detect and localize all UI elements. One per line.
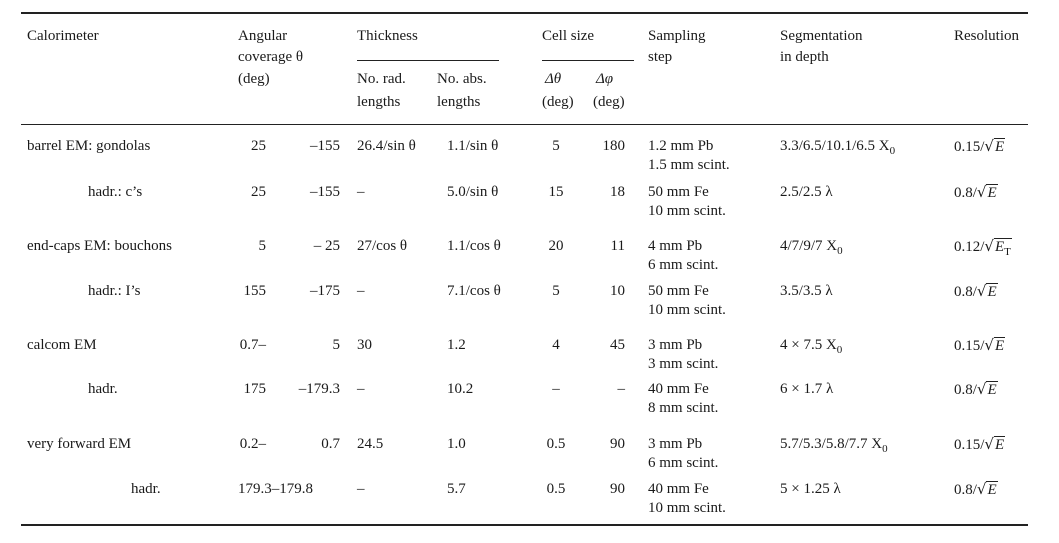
radical-sign: √ (976, 380, 987, 398)
header-dphi-unit: (deg) (593, 94, 625, 110)
radical-sign: √ (976, 480, 987, 498)
row-sampling-scintillator: 6 mm scint. (648, 455, 719, 471)
row-segmentation (780, 183, 833, 201)
row-angular-to: 5 (332, 337, 340, 353)
header-rule (21, 124, 1028, 125)
resolution-coefficient: 0.8/ (954, 284, 977, 300)
row-sampling-absorber: 50 mm Fe (648, 283, 709, 299)
segmentation-value: 4/7/9/7 X (780, 238, 838, 254)
radical-sign: √ (976, 183, 987, 201)
row-resolution (954, 282, 998, 301)
resolution-coefficient: 0.8/ (954, 382, 977, 398)
segmentation-value: 5.7/5.3/5.8/7.7 X (780, 436, 883, 452)
row-cell-dphi: 180 (602, 138, 625, 154)
row-name: very forward EM (27, 436, 132, 452)
header-dtheta-unit: (deg) (542, 94, 574, 110)
row-cell-dphi: 45 (610, 337, 625, 353)
row-cell-dtheta: 4 (552, 337, 560, 353)
row-cell-dtheta: 5 (552, 138, 560, 154)
resolution-subscript: T (1004, 246, 1011, 258)
row-cell-dtheta: 0.5 (546, 481, 566, 497)
sqrt-symbol (984, 435, 1005, 454)
row-rad-lengths: 24.5 (357, 436, 384, 452)
row-resolution (954, 183, 998, 202)
segmentation-subscript: 0 (837, 245, 843, 257)
segmentation-subscript: 0 (882, 443, 888, 455)
header-sampling: Sampling (648, 28, 706, 44)
row-name: hadr.: c’s (88, 184, 143, 200)
segmentation-value: 6 × 1.7 λ (780, 381, 834, 397)
row-cell-dphi: 90 (610, 481, 625, 497)
thickness-rule (357, 60, 499, 61)
resolution-coefficient: 0.12/ (954, 239, 985, 255)
row-abs-lengths: 10.2 (447, 381, 474, 397)
sqrt-argument: E (987, 482, 997, 498)
row-cell-dtheta: 5 (552, 283, 560, 299)
row-rad-lengths: – (357, 283, 365, 299)
radical-sign: √ (976, 282, 987, 300)
header-no-rad: No. rad. (357, 71, 406, 87)
row-cell-dphi: – (617, 381, 625, 397)
resolution-coefficient: 0.15/ (954, 338, 985, 354)
row-angular-from: 0.2– (239, 436, 266, 452)
row-sampling-absorber: 3 mm Pb (648, 436, 703, 452)
row-angular-to: –175 (310, 283, 340, 299)
resolution-coefficient: 0.15/ (954, 139, 985, 155)
row-cell-dtheta: – (552, 381, 560, 397)
row-rad-lengths: – (357, 184, 365, 200)
row-sampling-scintillator: 10 mm scint. (648, 500, 726, 516)
row-sampling-scintillator: 1.5 mm scint. (648, 157, 730, 173)
row-abs-lengths: 7.1/cos θ (447, 283, 501, 299)
sqrt-symbol (984, 137, 1005, 156)
header-thickness: Thickness (357, 28, 418, 44)
row-angular-coverage: 179.3–179.8 (238, 481, 313, 497)
segmentation-value: 3.5/3.5 λ (780, 283, 833, 299)
header-coverage: coverage θ (238, 49, 304, 65)
row-resolution (954, 336, 1005, 355)
resolution-coefficient: 0.8/ (954, 482, 977, 498)
radical-sign: √ (984, 137, 994, 155)
row-rad-lengths: 26.4/sin θ (357, 138, 416, 154)
row-rad-lengths: 27/cos θ (357, 238, 408, 254)
row-cell-dtheta: 15 (548, 184, 564, 200)
header-rad-lengths: lengths (357, 94, 401, 110)
cellsize-rule (542, 60, 634, 61)
sqrt-argument: E (987, 382, 997, 398)
row-angular-from: 175 (243, 381, 266, 397)
sqrt-argument: E (994, 437, 1005, 453)
segmentation-subscript: 0 (836, 344, 843, 356)
row-rad-lengths: 30 (357, 337, 372, 353)
header-step: step (648, 49, 673, 65)
header-no-abs: No. abs. (437, 71, 487, 87)
row-angular-from: 5 (258, 238, 266, 254)
header-resolution: Resolution (954, 28, 1020, 44)
row-segmentation (780, 237, 843, 256)
header-segmentation: Segmentation (780, 28, 863, 44)
row-cell-dtheta: 20 (548, 238, 564, 254)
row-sampling-scintillator: 8 mm scint. (648, 400, 719, 416)
row-sampling-absorber: 40 mm Fe (648, 481, 709, 497)
row-angular-to: –155 (310, 184, 340, 200)
row-sampling-scintillator: 6 mm scint. (648, 257, 719, 273)
row-sampling-absorber: 4 mm Pb (648, 238, 703, 254)
header-delta-theta: Δθ (545, 71, 562, 87)
header-angular-unit: (deg) (238, 71, 270, 87)
top-rule (21, 12, 1028, 14)
row-sampling-scintillator: 10 mm scint. (648, 302, 726, 318)
sqrt-argument: E (994, 338, 1005, 354)
row-segmentation (780, 480, 841, 498)
header-abs-lengths: lengths (437, 94, 481, 110)
row-resolution (954, 137, 1005, 156)
segmentation-value: 5 × 1.25 λ (780, 481, 841, 497)
segmentation-value: 3.3/6.5/10.1/6.5 X (780, 138, 890, 154)
row-segmentation (780, 435, 888, 454)
row-sampling-scintillator: 3 mm scint. (648, 356, 719, 372)
segmentation-value: 4 × 7.5 X (780, 337, 837, 353)
header-in-depth: in depth (780, 49, 829, 65)
radical-sign: √ (984, 237, 994, 255)
row-sampling-scintillator: 10 mm scint. (648, 203, 726, 219)
row-abs-lengths: 1.2 (447, 337, 466, 353)
sqrt-symbol (977, 183, 998, 202)
row-cell-dphi: 11 (610, 238, 625, 254)
resolution-coefficient: 0.15/ (954, 437, 985, 453)
row-abs-lengths: 5.0/sin θ (447, 184, 499, 200)
row-name: hadr.: I’s (88, 283, 141, 299)
row-resolution (954, 435, 1005, 454)
segmentation-subscript: 0 (889, 145, 896, 157)
row-resolution (954, 380, 998, 399)
row-name: hadr. (88, 381, 118, 397)
header-delta-phi: Δφ (596, 71, 614, 87)
row-resolution (954, 480, 998, 499)
row-sampling-absorber: 50 mm Fe (648, 184, 709, 200)
row-segmentation (780, 282, 833, 300)
row-rad-lengths: – (357, 381, 365, 397)
segmentation-value: 2.5/2.5 λ (780, 184, 833, 200)
row-abs-lengths: 1.1/cos θ (447, 238, 501, 254)
sqrt-symbol (984, 336, 1005, 355)
sqrt-symbol (984, 237, 1011, 257)
row-rad-lengths: – (357, 481, 365, 497)
row-name: hadr. (131, 481, 161, 497)
row-angular-from: 0.7– (239, 337, 266, 353)
header-cell-size: Cell size (542, 28, 595, 44)
row-angular-to: –155 (310, 138, 340, 154)
resolution-coefficient: 0.8/ (954, 185, 977, 201)
row-abs-lengths: 1.0 (447, 436, 466, 452)
sqrt-symbol (977, 380, 998, 399)
sqrt-symbol (977, 480, 998, 499)
row-sampling-absorber: 3 mm Pb (648, 337, 703, 353)
row-cell-dtheta: 0.5 (546, 436, 566, 452)
row-sampling-absorber: 40 mm Fe (648, 381, 709, 397)
row-name: calcom EM (27, 337, 97, 353)
row-angular-from: 155 (243, 283, 266, 299)
row-angular-to: –179.3 (298, 381, 340, 397)
sqrt-symbol (977, 282, 998, 301)
row-segmentation (780, 380, 833, 398)
row-cell-dphi: 10 (610, 283, 625, 299)
row-angular-from: 25 (251, 184, 266, 200)
row-name: end-caps EM: bouchons (27, 238, 172, 254)
radical-sign: √ (984, 336, 994, 354)
sqrt-argument: E (994, 139, 1005, 155)
radical-sign: √ (984, 435, 994, 453)
bottom-rule (21, 524, 1028, 526)
sqrt-argument: E (987, 185, 997, 201)
row-abs-lengths: 1.1/sin θ (447, 138, 499, 154)
sqrt-argument: $E_T$ (994, 239, 1011, 258)
header-angular: Angular (238, 28, 288, 44)
header-calorimeter: Calorimeter (27, 28, 99, 44)
row-sampling-absorber: 1.2 mm Pb (648, 138, 714, 154)
sqrt-argument: E (987, 284, 997, 300)
row-cell-dphi: 18 (610, 184, 625, 200)
row-name: barrel EM: gondolas (27, 138, 151, 154)
row-segmentation (780, 137, 895, 156)
row-cell-dphi: 90 (610, 436, 625, 452)
row-angular-to: – 25 (313, 238, 340, 254)
row-angular-to: 0.7 (321, 436, 340, 452)
row-abs-lengths: 5.7 (447, 481, 466, 497)
row-segmentation (780, 336, 842, 355)
row-resolution (954, 237, 1012, 257)
row-angular-from: 25 (251, 138, 266, 154)
